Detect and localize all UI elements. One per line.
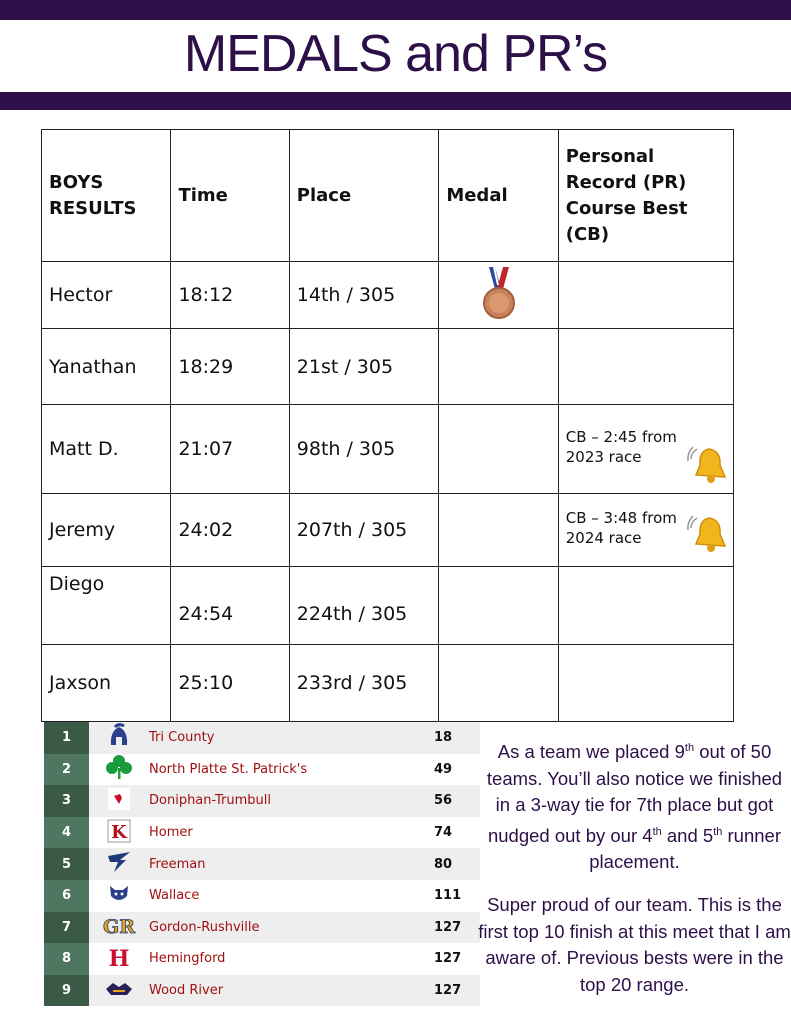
pr-cell (558, 567, 733, 645)
table-row (44, 722, 480, 754)
runner-name: Matt D. (42, 405, 171, 494)
team-name: Wood River (149, 975, 434, 1007)
top-banner-bar (0, 0, 791, 20)
medal-cell (439, 645, 558, 722)
table-row (44, 848, 480, 880)
falcon-logo-icon (106, 850, 132, 874)
team-name: Doniphan-Trumbull (149, 785, 434, 817)
table-row (42, 567, 734, 645)
note-sup: th (652, 825, 662, 838)
table-row (44, 912, 480, 944)
note-text: and 5 (661, 824, 714, 846)
runner-place: 233rd / 305 (289, 645, 439, 722)
table-row (42, 329, 734, 405)
team-score: 56 (434, 785, 480, 817)
team-name: Freeman (149, 848, 434, 880)
runner-time: 24:54 (171, 567, 289, 645)
team-score: 49 (434, 754, 480, 786)
team-rank: 6 (44, 880, 89, 912)
team-standings-table (44, 722, 480, 1006)
medal-cell (439, 262, 558, 329)
boys-results-table (41, 129, 734, 722)
table-row (44, 785, 480, 817)
medal-cell (439, 405, 558, 494)
team-name: Hemingford (149, 943, 434, 975)
svg-text:GR: GR (102, 916, 136, 939)
pr-note: CB – 3:48 from 2024 race (565, 509, 677, 547)
shamrock-logo-icon (105, 754, 133, 780)
runner-time: 18:29 (171, 329, 289, 405)
team-score: 127 (434, 912, 480, 944)
team-rank: 2 (44, 754, 89, 786)
team-logo-cell (89, 785, 149, 817)
team-rank: 5 (44, 848, 89, 880)
header-boys-results: BOYS RESULTS (42, 130, 171, 262)
header-place: Place (289, 130, 439, 262)
runner-place: 21st / 305 (289, 329, 439, 405)
team-score: 18 (434, 722, 480, 754)
header-time: Time (171, 130, 289, 262)
k-letter-logo-icon (107, 819, 131, 843)
note-sup: th (713, 825, 723, 838)
team-logo-cell (89, 817, 149, 849)
runner-place: 98th / 305 (289, 405, 439, 494)
table-row (44, 943, 480, 975)
title-underline-bar (0, 92, 791, 110)
team-score: 80 (434, 848, 480, 880)
spartan-helmet-logo-icon (106, 723, 132, 749)
wildcat-logo-icon (108, 884, 130, 904)
table-row (42, 405, 734, 494)
svg-text:K: K (111, 821, 127, 843)
team-logo-cell (89, 943, 149, 975)
team-logo-cell (89, 975, 149, 1007)
team-rank: 8 (44, 943, 89, 975)
team-name: Gordon-Rushville (149, 912, 434, 944)
note-text: As a team we placed 9 (497, 741, 685, 763)
table-row (42, 645, 734, 722)
team-score: 111 (434, 880, 480, 912)
team-name: Tri County (149, 722, 434, 754)
medal-cell (439, 329, 558, 405)
team-logo-cell (89, 848, 149, 880)
team-pride-note: Super proud of our team. This is the first top 10 finish at this meet that I am aware of. Previous bests were in the top 20 range. (478, 894, 791, 995)
runner-time: 24:02 (171, 494, 289, 567)
team-rank: 1 (44, 722, 89, 754)
runner-name: Jeremy (42, 494, 171, 567)
runner-name: Yanathan (42, 329, 171, 405)
team-rank: 9 (44, 975, 89, 1007)
cardinal-logo-icon (108, 788, 130, 810)
pr-cell (558, 405, 733, 494)
team-name: North Platte St. Patrick's (149, 754, 434, 786)
note-text: out of 50 teams. You’ll also notice we finished in a 3-way tie for 7th place but got nudged out by our 4 (486, 741, 783, 846)
note-sup: th (684, 742, 695, 754)
team-name: Wallace (149, 880, 434, 912)
runner-time: 21:07 (171, 405, 289, 494)
team-name: Homer (149, 817, 434, 849)
runner-name: Hector (42, 262, 171, 329)
table-row (42, 494, 734, 567)
bell-icon (687, 443, 731, 485)
note-text: runner placement. (589, 824, 781, 873)
team-placement-note (478, 735, 791, 876)
eagles-logo-icon (105, 979, 133, 999)
pr-note: CB – 2:45 from 2023 race (565, 428, 677, 466)
header-pr-cb: Personal Record (PR) Course Best (CB) (558, 130, 733, 262)
pr-cell (558, 329, 733, 405)
runner-place: 207th / 305 (289, 494, 439, 567)
h-letter-logo-icon (108, 945, 130, 972)
pr-cell (558, 645, 733, 722)
medal-cell (439, 494, 558, 567)
team-rank: 7 (44, 912, 89, 944)
table-row (44, 975, 480, 1007)
bronze-medal-icon (481, 265, 517, 321)
table-row (44, 880, 480, 912)
pr-cell (558, 262, 733, 329)
team-rank: 4 (44, 817, 89, 849)
svg-text:H: H (108, 945, 130, 972)
table-row (44, 817, 480, 849)
team-logo-cell (89, 722, 149, 754)
runner-name: Diego (42, 567, 171, 645)
runner-place: 224th / 305 (289, 567, 439, 645)
bell-icon (687, 512, 731, 554)
runner-time: 25:10 (171, 645, 289, 722)
results-header-row (42, 130, 734, 262)
runner-place: 14th / 305 (289, 262, 439, 329)
runner-name: Jaxson (42, 645, 171, 722)
gr-letters-logo-icon (102, 912, 136, 939)
team-score: 127 (434, 975, 480, 1007)
team-score: 127 (434, 943, 480, 975)
team-score: 74 (434, 817, 480, 849)
team-logo-cell (89, 754, 149, 786)
table-row (44, 754, 480, 786)
header-medal: Medal (439, 130, 558, 262)
medal-cell (439, 567, 558, 645)
page-title: MEDALS and PR’s (183, 25, 608, 83)
team-rank: 3 (44, 785, 89, 817)
table-row (42, 262, 734, 329)
team-logo-cell (89, 912, 149, 944)
team-logo-cell (89, 880, 149, 912)
pr-cell (558, 494, 733, 567)
runner-time: 18:12 (171, 262, 289, 329)
